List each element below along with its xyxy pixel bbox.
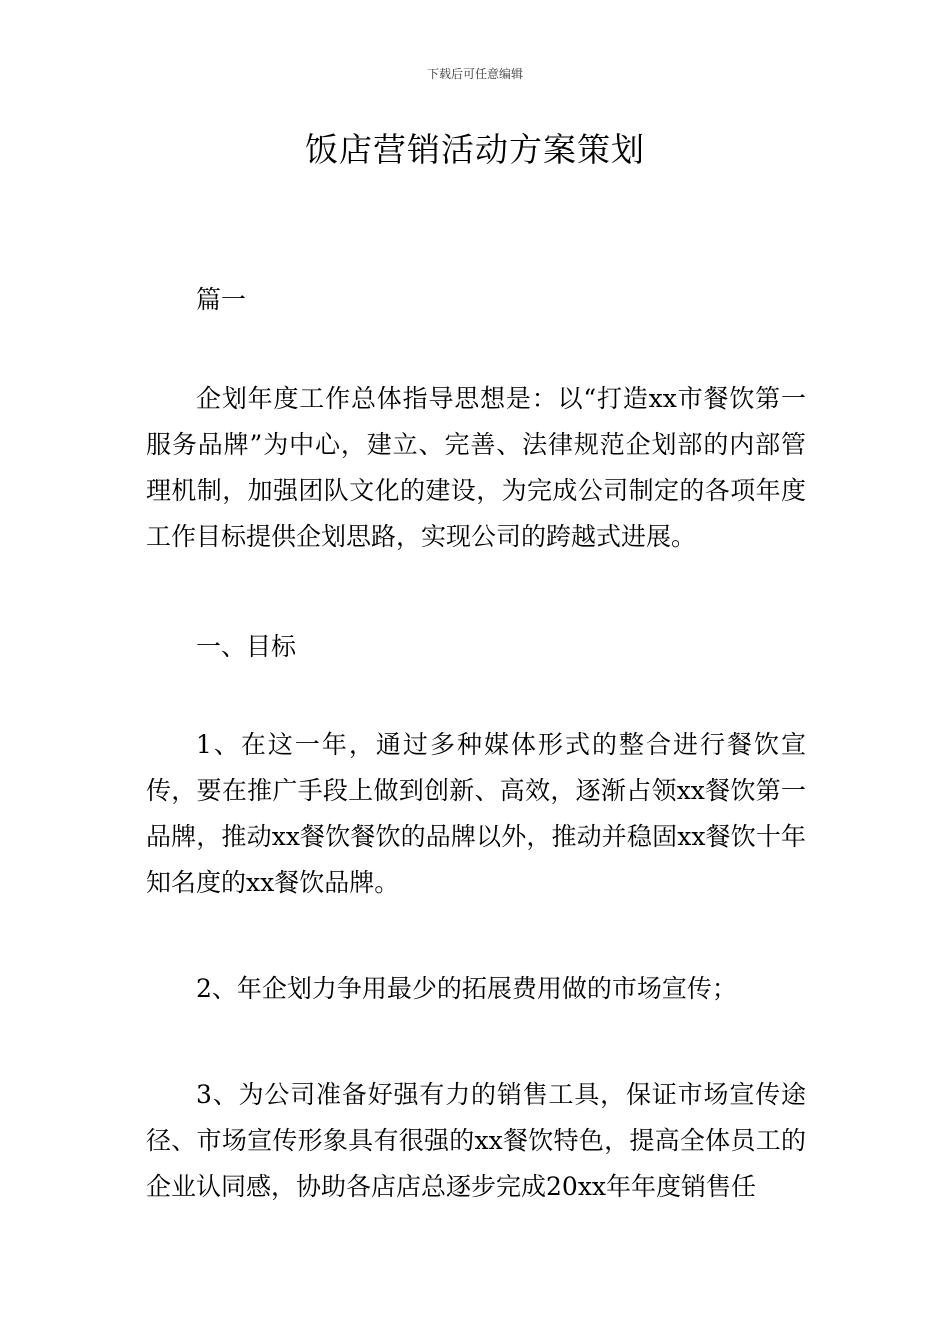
section-label: 篇一 <box>196 285 247 314</box>
goals-heading: 一、目标 <box>196 632 297 661</box>
goal-item-1: 1、在这一年，通过多种媒体形式的整合进行餐饮宣传，要在推广手段上做到创新、高效，逐渐占领xx餐饮第一品牌，推动xx餐饮餐饮的品牌以外，推动并稳固xx餐饮十年知名度的xx餐饮品牌。 <box>146 730 806 897</box>
goal-item-2: 2、年企划力争用最少的拓展费用做的市场宣传； <box>196 974 737 1003</box>
goal-item-3: 3、为公司准备好强有力的销售工具，保证市场宣传途径、市场宣传形象具有很强的xx餐饮特色，提高全体员工的企业认同感，协助各店店总逐步完成20xx年年度销售任 <box>146 1080 806 1201</box>
intro-paragraph: 企划年度工作总体指导思想是：以“打造xx市餐饮第一服务品牌”为中心，建立、完善、法律规范企划部的内部管理机制，加强团队文化的建设，为完成公司制定的各项年度工作目标提供企划思路，实现公司的跨越式进展。 <box>146 384 806 551</box>
header-note: 下载后可任意编辑 <box>426 67 523 81</box>
document-title: 饭店营销活动方案策划 <box>305 130 645 169</box>
